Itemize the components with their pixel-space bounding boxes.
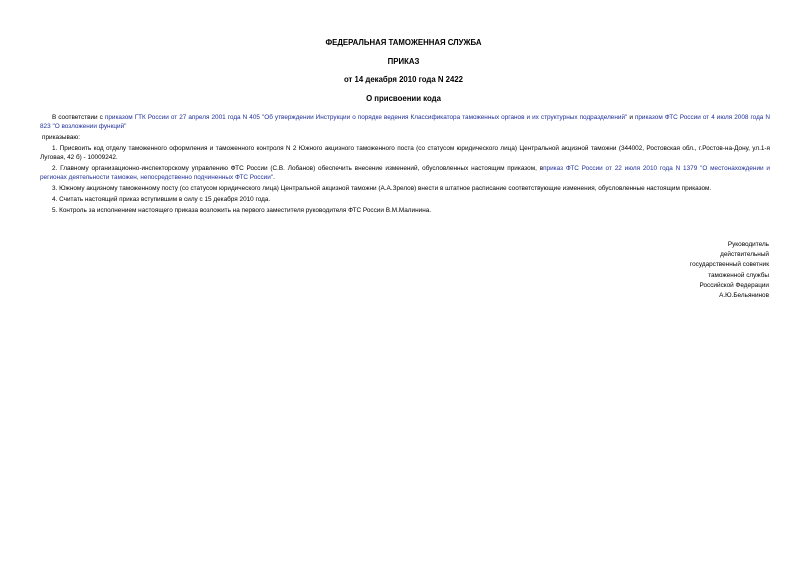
gtk-order-405-link[interactable]: приказом ГТК России от 27 апреля 2001 года N 405 "Об утверждении Инструкции о порядке ведения Классификатора таможенных органов и их структурных подразделений" [104,114,628,121]
item-4: 4. Считать настоящий приказ вступившим в силу с 15 декабря 2010 года. [52,196,271,203]
fts-order-1379-link[interactable]: приказ ФТС России от 22 июля 2010 года N 1379 "О местонахождении и регионах деятельности таможен, непосредственно подчиненных ФТС России" [40,165,770,181]
document-body [40,113,770,217]
preamble-text-2: и [627,114,635,121]
fts-order-823-link[interactable]: приказом ФТС России от 4 июля 2008 года N 823 "О возложении функций" [40,114,770,130]
signature-line-2: действительный [720,251,769,259]
doc-subject: О присвоении кода [366,94,441,103]
order-word: приказываю: [42,134,80,141]
item-2-text-1: 2. Главному организационно-инспекторскому управлению ФТС России (С.В. Лобанов) обеспечить внесение изменений, обусловленных настоящим приказом, в [52,165,544,172]
item-1: 1. Присвоить код отделу таможенного оформления и таможенного контроля N 2 Южного акцизного таможенного поста (со статусом юридического лица) Центральной акцизной таможни (344002, Ростовская обл., г.Ростов-на-Дону, ул.1-я Луговая, 42 б) - 10009242. [40,145,770,161]
preamble-text-1: В соответствии с [52,114,105,121]
signature-name: А.Ю.Бельянинов [719,292,769,300]
signature-line-5: Российской Федерации [699,281,769,289]
signature-block [569,240,769,301]
item-2 [40,164,770,182]
item-3: 3. Южному акцизному таможенному посту (со статусом юридического лица) Центральной акцизной таможни (А.А.Зрелов) внести в штатное расписание соответствующие изменения, обусловленные настоящим приказом. [52,185,712,192]
signature-line-1: Руководитель [727,241,769,248]
item-5: 5. Контроль за исполнением настоящего приказа возложить на первого заместителя руководителя ФТС России В.М.Малинина. [52,207,432,214]
doc-date-number: от 14 декабря 2010 года N 2422 [343,75,464,84]
agency-title: ФЕДЕРАЛЬНАЯ ТАМОЖЕННАЯ СЛУЖБА [325,38,482,47]
doc-type: ПРИКАЗ [387,57,420,66]
signature-line-4: таможенной службы [708,271,769,279]
preamble-paragraph [40,113,770,131]
item-2-text-2: . [273,174,275,181]
signature-line-3: государственный советник [689,261,769,269]
